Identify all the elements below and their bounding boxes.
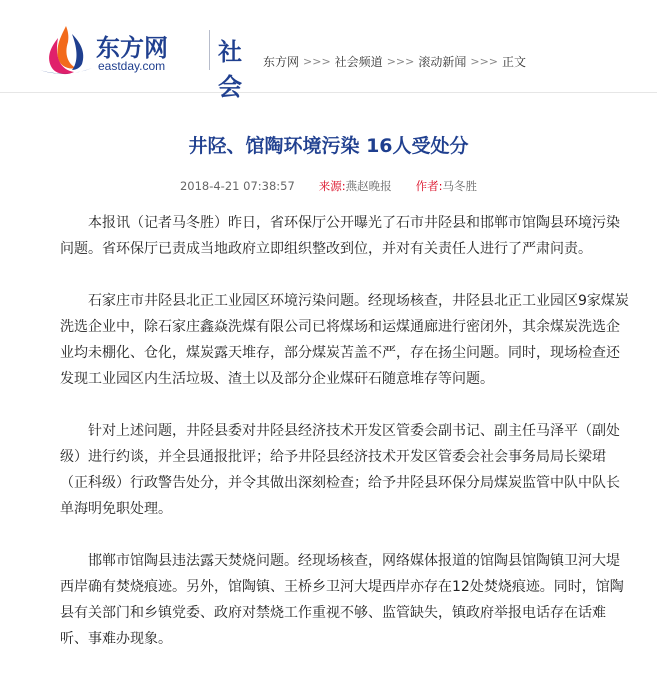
logo-wordmark-en: eastday.com: [98, 59, 166, 73]
article-title: 井陉、馆陶环境污染 16人受处分: [188, 134, 469, 157]
channel-name[interactable]: 社会: [218, 38, 242, 101]
article-paragraph: 邯郸市馆陶县违法露天焚烧问题。经现场核查，网络媒体报道的馆陶县馆陶镇卫河大堤西岸确有焚烧痕迹。另外，馆陶镇、王桥乡卫河大堤西岸亦存在12处焚烧痕迹。同时，馆陶县有关部门和乡镇党委、政府对禁烧工作重视不够、监管缺失，镇政府举报电话存在话难听、事难办现象。: [60, 553, 624, 647]
logo-divider: [209, 30, 210, 70]
breadcrumb-separator: >>>: [303, 55, 331, 68]
breadcrumb: [263, 53, 526, 70]
author-name: 马冬胜: [442, 179, 478, 193]
author-label: 作者:: [415, 179, 443, 193]
logo-wordmark-cn: 东方网: [96, 34, 168, 62]
article-paragraph: 石家庄市井陉县北正工业园区环境污染问题。经现场核查，井陉县北正工业园区9家煤炭洗选企业中，除石家庄鑫焱洗煤有限公司已将煤场和运煤通廊进行密闭外，其余煤炭洗选企业均未棚化、仓化，煤炭露天堆存，部分煤炭苫盖不严，存在扬尘问题。同时，现场检查还发现工业园区内生活垃圾、渣土以及部分企业煤矸石随意堆存等问题。: [60, 293, 629, 387]
breadcrumb-home-link[interactable]: 东方网: [263, 55, 300, 69]
source-label: 来源:: [318, 179, 346, 193]
article-paragraph: 针对上述问题，井陉县委对井陉县经济技术开发区管委会副书记、副主任马泽平（副处级）进行约谈，并全县通报批评；给予井陉县经济技术开发区管委会社会事务局局长梁珺（正科级）行政警告处分，并令其做出深刻检查；给予井陉县环保分局煤炭监管中队中队长单海明免职处理。: [60, 423, 620, 517]
site-header: [0, 0, 657, 101]
breadcrumb-current: 正文: [502, 55, 527, 69]
article-paragraph: 本报讯（记者马冬胜）昨日，省环保厅公开曝光了石市井陉县和邯郸市馆陶县环境污染问题。省环保厅已责成当地政府立即组织整改到位，并对有关责任人进行了严肃问责。: [60, 215, 620, 257]
publish-time: 2018-4-21 07:38:57: [179, 179, 295, 193]
eastday-flame-logo-icon: [38, 24, 94, 76]
breadcrumb-separator: >>>: [386, 55, 415, 68]
breadcrumb-society-link[interactable]: 社会频道: [334, 55, 383, 69]
source-name[interactable]: 燕赵晚报: [345, 179, 392, 193]
breadcrumb-rolling-news-link[interactable]: 滚动新闻: [418, 55, 467, 69]
article-meta: [0, 178, 657, 194]
breadcrumb-separator: >>>: [470, 55, 499, 68]
article-body: [60, 210, 630, 678]
site-logo[interactable]: [38, 22, 253, 101]
